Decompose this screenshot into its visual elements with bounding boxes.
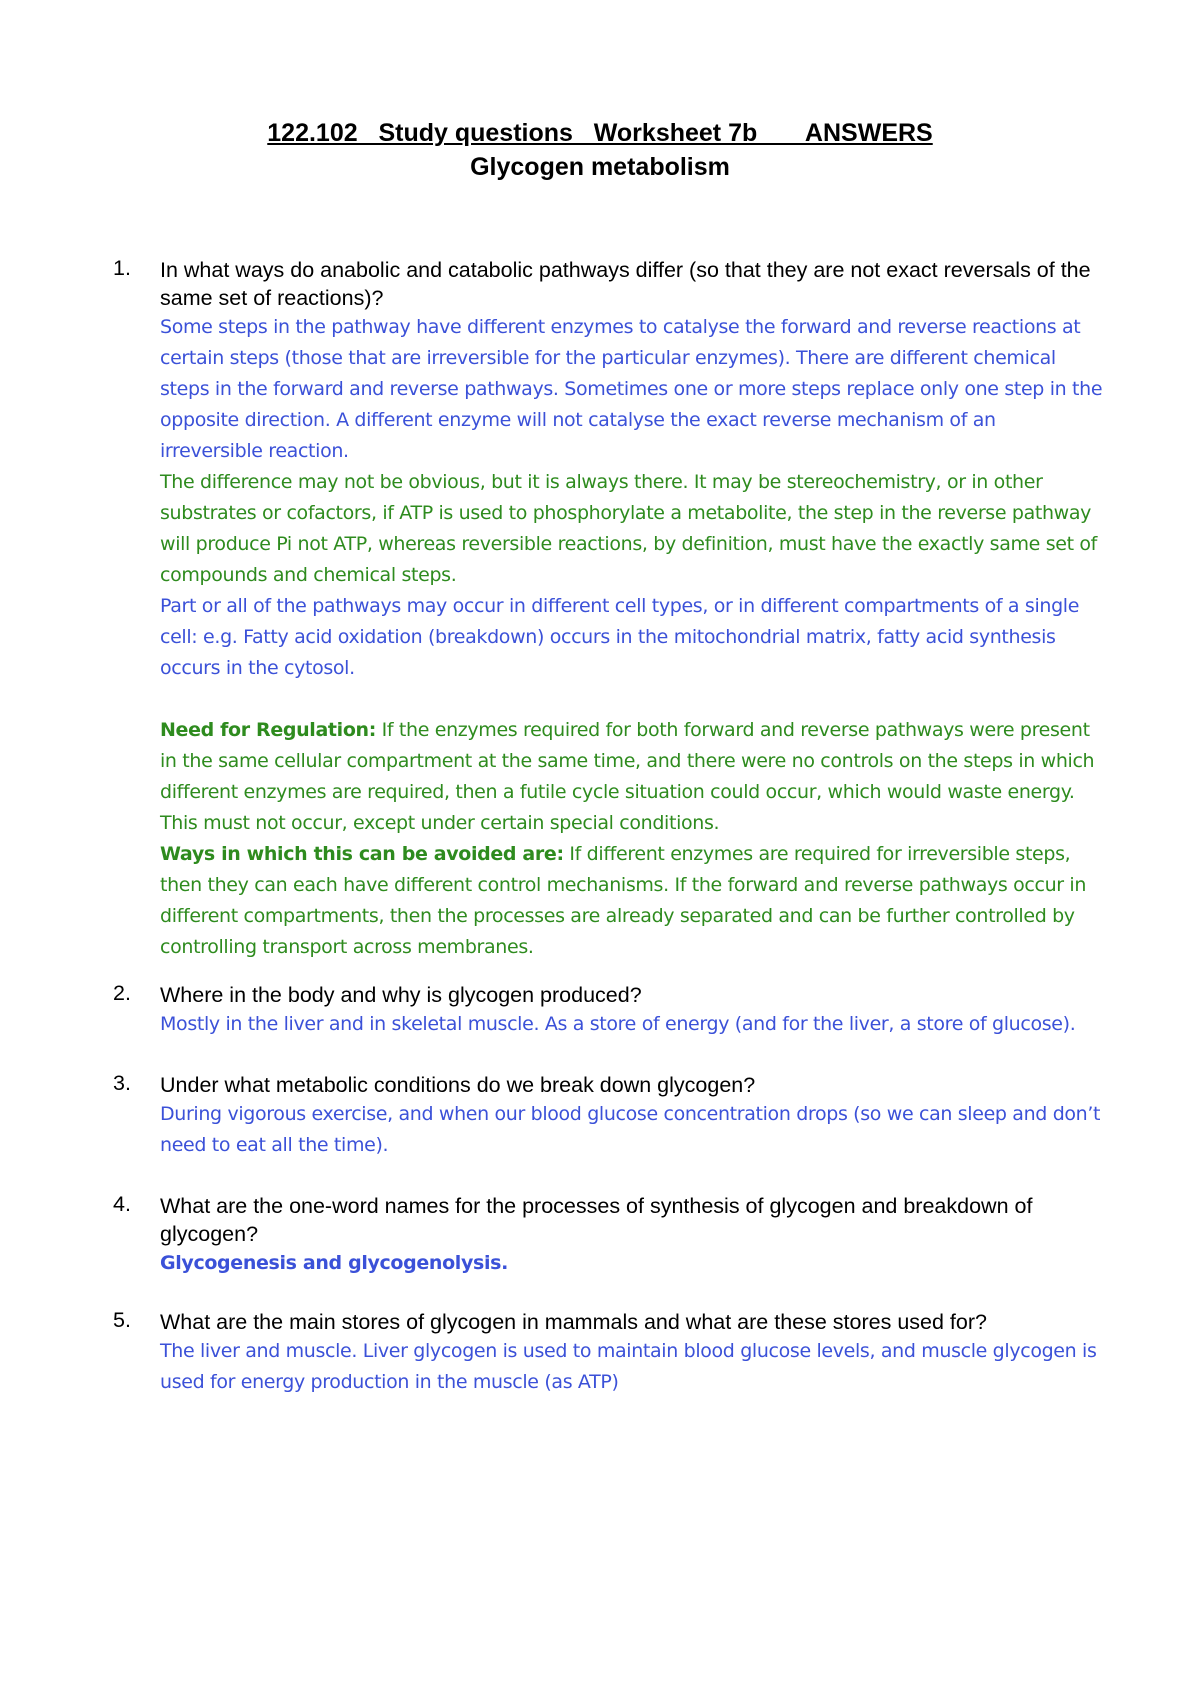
answer-text: Glycogenesis and glycogenolysis.: [160, 1252, 508, 1274]
avoidance-text: If different enzymes are required for irreversible steps, then they can each have different control mechanisms. If the forward and reverse pathways occur in different compartments, then the processes are already separated and can be further controlled by controlling transport across membranes.: [160, 843, 1087, 958]
regulation-text: If the enzymes required for both forward and reverse pathways were present in the same cellular compartment at the same time, and there were no controls on the steps in which different enzymes are required, then a futile cycle situation could occur, which would waste energy. This must not occur, except under certain special conditions.: [160, 719, 1095, 834]
question-text: What are the one-word names for the processes of synthesis of glycogen and breakdown of glycogen?: [160, 1194, 1033, 1246]
question-number: 4.: [113, 1192, 131, 1216]
question-list: [113, 256, 1103, 1398]
document-header: [0, 116, 1200, 184]
question-text: What are the main stores of glycogen in mammals and what are these stores used for?: [160, 1310, 987, 1334]
regulation-paragraph: [160, 715, 1103, 839]
question-number: 5.: [113, 1308, 131, 1332]
answer-text: During vigorous exercise, and when our blood glucose concentration drops (so we can sleep and don’t need to eat all the time).: [160, 1103, 1101, 1156]
answer-text: Some steps in the pathway have different enzymes to catalyse the forward and reverse reactions at certain steps (those that are irreversible for the particular enzymes). There are different chemical steps in the forward and reverse pathways. Sometimes one or more steps replace only one step in the opposite direction. A different enzyme will not catalyse the exact reverse mechanism of an irreversible reaction.: [160, 316, 1103, 462]
document-subtitle: Glycogen metabolism: [470, 153, 730, 181]
question-number: 2.: [113, 981, 131, 1005]
question-text: Where in the body and why is glycogen produced?: [160, 983, 642, 1007]
question-number: 1.: [113, 256, 131, 280]
spacer: [160, 684, 1103, 715]
question-item-2: [113, 981, 1103, 1040]
question-text: In what ways do anabolic and catabolic pathways differ (so that they are not exact reversals of the same set of reactions)?: [160, 258, 1091, 310]
avoidance-paragraph: [160, 839, 1103, 963]
answer-text: The liver and muscle. Liver glycogen is used to maintain blood glucose levels, and muscle glycogen is used for energy production in the muscle (as ATP): [160, 1340, 1097, 1393]
avoidance-label: Ways in which this can be avoided are:: [160, 843, 564, 865]
answer-text: The difference may not be obvious, but it is always there. It may be stereochemistry, or in other substrates or cofactors, if ATP is used to phosphorylate a metabolite, the step in the reverse pathway will produce Pi not ATP, whereas reversible reactions, by definition, must have the exactly same set of compounds and chemical steps.: [160, 471, 1098, 586]
answer-text: Mostly in the liver and in skeletal muscle. As a store of energy (and for the liver, a store of glucose).: [160, 1013, 1076, 1035]
document-title: 122.102 Study questions Worksheet 7b ANSWERS: [267, 119, 933, 147]
question-text: Under what metabolic conditions do we break down glycogen?: [160, 1073, 756, 1097]
regulation-label: Need for Regulation:: [160, 719, 376, 741]
question-item-3: [113, 1071, 1103, 1161]
question-item-4: [113, 1192, 1103, 1279]
question-item-5: [113, 1308, 1103, 1398]
question-item-1: [113, 256, 1103, 963]
question-number: 3.: [113, 1071, 131, 1095]
answer-text: Part or all of the pathways may occur in different cell types, or in different compartments of a single cell: e.g. Fatty acid oxidation (breakdown) occurs in the mitochondrial matrix, fatty acid synthesis occurs in the cytosol.: [160, 595, 1080, 679]
